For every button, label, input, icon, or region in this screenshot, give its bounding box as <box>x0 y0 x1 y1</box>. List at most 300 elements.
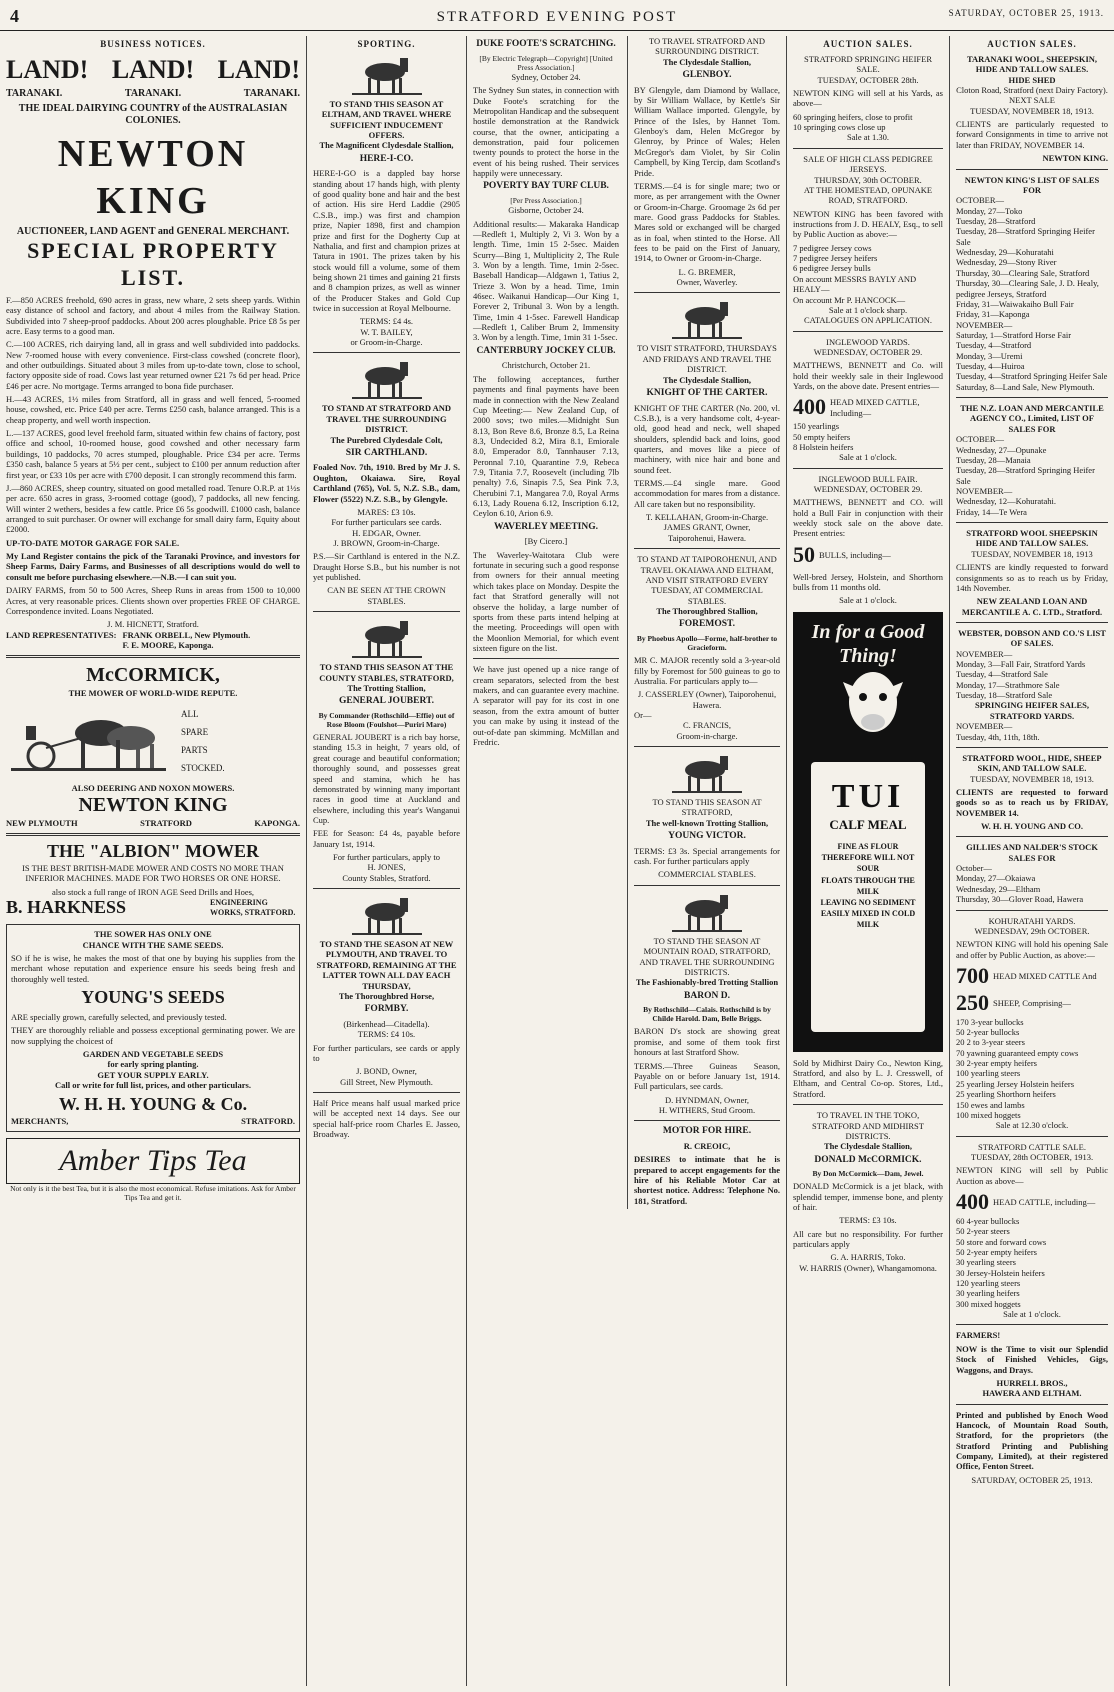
sale-date: TUESDAY, OCTOBER 28th. <box>817 74 919 85</box>
list-item: Wednesday, 29—Stony River <box>956 257 1057 268</box>
sale-time: Sale at 12.30 o'clock. <box>995 1120 1069 1131</box>
horse-icon <box>672 891 742 933</box>
list-item: 20 2 to 3-year steers <box>956 1037 1025 1048</box>
list-item: Tuesday, 18—Stratford Sale <box>956 690 1053 701</box>
list-item: 50 2-year steers <box>956 1226 1010 1237</box>
divider <box>6 655 300 658</box>
sale-heading: TARANAKI WOOL, SHEEPSKIN, HIDE AND TALLOW SALES. <box>966 53 1098 75</box>
list-item: Wednesday, 29—Eltham <box>956 883 1041 894</box>
month: NOVEMBER— <box>956 485 1013 496</box>
creoic-name: R. CREOIC, <box>683 1140 731 1151</box>
youngs-heading: YOUNG'S SEEDS <box>81 986 225 1007</box>
stallion-text: MR C. MAJOR recently sold a 3-year-old filly by Foremost for 500 guineas to go to Australia. For particulars apply to— <box>634 655 780 686</box>
stallion-name: FORMBY. <box>364 1004 409 1015</box>
land-word: LAND! <box>6 54 89 84</box>
get-line: GET YOUR SUPPLY EARLY. <box>97 1069 209 1080</box>
call-line: Call or write for full list, prices, and other particulars. <box>55 1080 251 1091</box>
divider <box>793 148 943 149</box>
horse-icon <box>352 894 422 936</box>
sale-time: Sale at 1 o'clock. <box>839 452 897 463</box>
divider <box>956 397 1108 398</box>
list-item: Tuesday, 4th, 11th, 18th. <box>956 731 1040 742</box>
sale-place: AT THE HOMESTEAD, OPUNAKE ROAD, STRATFORD. <box>803 184 933 206</box>
sale-item: On account MESSRS BAYLY AND HEALY— <box>793 273 917 295</box>
dairy-farms-notice: DAIRY FARMS, from 50 to 500 Acres, Sheep Runs in areas from 1500 to 10,000 Acres, at very reasonable prices. Clients shown over properties FREE OF CHARGE. Correspondence invited. Loans Negotiated. <box>6 585 300 616</box>
owner: D. HYNDMAN, Owner, <box>665 1094 749 1105</box>
stallion-text: BARON D's stock are showing great promise, and some of them took first honours at last Stratford Show. <box>634 1026 780 1058</box>
owner: J. CASSERLEY (Owner), Taiporohenui, Hawera. <box>637 689 777 710</box>
amber-tips-tea-ad: Amber Tips Tea <box>6 1138 300 1185</box>
owner: H. EDGAR, Owner. <box>352 527 421 538</box>
taranaki-banner <box>6 88 300 100</box>
divider <box>956 622 1108 623</box>
divider <box>956 747 1108 748</box>
owner: H. JONES, <box>367 862 406 873</box>
list-item: 30 Jersey-Holstein heifers <box>956 1267 1045 1278</box>
rep-name: FRANK ORBELL, New Plymouth. <box>122 629 251 640</box>
owner: Owner, Waverley. <box>676 277 738 288</box>
head-desc: HEAD MIXED CATTLE, Including— <box>830 397 920 418</box>
farmers-text: NOW is the Time to visit our Splendid Stock of Finished Vehicles, Gigs, Waggons, and Drays. <box>956 1343 1108 1375</box>
hurrell-place: HAWERA AND ELTHAM. <box>982 1388 1082 1399</box>
list-item: Tuesday, 4—Stratford Springing Heifer Sale <box>956 371 1108 382</box>
stallion-notice: TO STAND THE SEASON AT NEW PLYMOUTH, AND TRAVEL TO STRATFORD, REMAINING AT THE LATTER TOWN ALL DAY EACH THURSDAY, <box>316 939 457 991</box>
iron-age-line: also stock a full range of IRON AGE Seed Drills and Hoes, <box>51 886 255 897</box>
sale-heading: INGLEWOOD YARDS. <box>826 336 910 347</box>
list-item: Tuesday, 28—Manaia <box>956 454 1031 465</box>
column-auction-sales <box>787 36 950 1686</box>
signer: NEWTON KING. <box>1042 153 1108 164</box>
stallion-type: The Thoroughbred Horse, <box>338 990 435 1001</box>
mccormick-heading: McCORMICK, <box>86 664 220 687</box>
sale-heading: STRATFORD SPRINGING HEIFER SALE. <box>804 53 932 75</box>
section-header: AUCTION SALES. <box>987 39 1077 49</box>
list-item: 50 2-year empty heifers <box>956 1246 1037 1257</box>
hurrell-name: HURRELL BROS., <box>996 1377 1068 1388</box>
credit: [Per Press Association.] <box>510 196 582 206</box>
sale-text: CLIENTS are kindly requested to forward consignments so as to reach us by Friday, 14th November. <box>956 562 1108 593</box>
list-item: 50 2-year bullocks <box>956 1027 1020 1038</box>
sale-item: 7 pedigree Jersey heifers <box>793 253 878 264</box>
head-count: 250 <box>956 989 989 1015</box>
or: Or— <box>634 709 652 720</box>
list-item: Thursday, 30—Clearing Sale, Stratford <box>956 267 1090 278</box>
list-item: Monday, 27—Toko <box>956 205 1023 216</box>
stallion-name: GENERAL JOUBERT. <box>338 696 435 707</box>
column-auction-sales-2 <box>950 36 1114 1686</box>
horse-icon <box>352 358 422 400</box>
list-item: Monday, 27—Okaiawa <box>956 873 1036 884</box>
owner: Gill Street, New Plymouth. <box>340 1076 433 1087</box>
list-item: Friday, 31—Kaponga <box>956 309 1030 320</box>
month: NOVEMBER— <box>956 648 1013 659</box>
sale-heading: STRATFORD WOOL SHEEPSKIN HIDE AND TALLOW SALES. <box>966 528 1098 549</box>
divider <box>6 833 300 836</box>
month: NOVEMBER— <box>956 721 1013 732</box>
list-item: Wednesday, 27—Opunake <box>956 444 1047 455</box>
list-item: 30 yearling steers <box>956 1257 1016 1268</box>
stallion-text: Foaled Nov. 7th, 1910. Bred by Mr J. S. Oughton, Okaiawa. Sire, Royal Carthland (765), Vol. 5, N.Z. S.B., dam, Flower (5522) N.Z. S.B., by Glengyle. <box>313 462 460 504</box>
sale-text: NEWTON KING will sell by Public Auction as above— <box>956 1165 1108 1186</box>
owner: L. G. BREMER, <box>678 266 736 277</box>
stallion-type: The Thoroughbred Stallion, <box>656 605 758 616</box>
stallion-text: BY Glengyle, dam Diamond by Wallace, by Sir William Wallace, by Kettle's Sir William Wallace imported. Glengyle, by Prince of the Isles, by Hannet Tom. Glenboy's dam, Helen McGregor by Glenroy, by Prince of Wales; Helen McGregor's dam Violet, by Sir Colin Campbell, by King Tercip, dam Scotland's Pride. <box>634 84 780 178</box>
list-item: 50 store and forward cows <box>956 1236 1047 1247</box>
sale-heading: SALE OF HIGH CLASS PEDIGREE JERSEYS. <box>803 153 933 175</box>
sale-place: Cloton Road, Stratford (next Dairy Factory). <box>956 85 1108 96</box>
fee: FEE for Season: £4 4s, payable before January 1st, 1914. <box>313 828 460 849</box>
divider <box>634 292 780 293</box>
care: All care but no responsibility. For further particulars apply <box>793 1228 943 1250</box>
list-item: 300 mixed hoggets <box>956 1298 1021 1309</box>
signer: J. M. HICNETT, Stratford. <box>107 619 199 630</box>
more: For further particulars see cards. <box>331 517 442 528</box>
sale-time: Sale at 1 o'clock. <box>1003 1309 1061 1320</box>
list-heading: SPRINGING HEIFER SALES, STRATFORD YARDS. <box>974 700 1090 721</box>
mower-ad <box>6 698 300 783</box>
calf-icon <box>833 657 913 757</box>
ps-note: P.S.—Sir Carthland is entered in the N.Z. Draught Horse S.B., but his number is not yet published. <box>313 551 460 583</box>
sale-item: 8 Holstein heifers <box>793 441 854 452</box>
terms: MARES: £3 10s. <box>357 506 416 517</box>
mower-item: PARTS <box>181 744 208 755</box>
news-heading: WAVERLEY MEETING. <box>494 521 598 532</box>
list-item: Tuesday, 4—Huiroa <box>956 361 1025 372</box>
land-word: LAND! <box>217 54 300 84</box>
imprint-date: SATURDAY, OCTOBER 25, 1913. <box>971 1474 1093 1485</box>
divider <box>956 522 1108 523</box>
news-heading: DUKE FOOTE'S SCRATCHING. <box>476 39 616 49</box>
sale-text: MATTHEWS, BENNETT and CO. will hold a Bull Fair in conjunction with their weekly stock sale on the above date. Present entries: <box>793 497 943 539</box>
list-item: Tuesday, 28—Stratford Springing Heifer Sale <box>956 465 1095 486</box>
stallion-text: HERE-I-GO is a dappled bay horse standing about 17 hands high, with plenty of good quality bone and hair and the best of action. His sire Herd Laddie (2905 C.S.B., imp.) was first and champion prize, Napier 1898, first and champion prize and first for the Dogherty Cup at Nathalia, and first and champion prizes at Tatura in 1901. The prizes taken by his stock would fill a volume, some of them being shown 21 times and gaining 21 firsts and 8 champion prizes, as well as winner of the Producer Stakes and Gold Cup twice in succession at Royal Melbourne. <box>313 168 460 314</box>
sale-time: Sale at 1.30. <box>846 132 890 143</box>
list-item: Saturday, 1—Stratford Horse Fair <box>956 329 1072 340</box>
list-item: Saturday, 8—Land Sale, New Plymouth. <box>956 381 1095 392</box>
groom: H. WITHERS, Stud Groom. <box>658 1104 756 1115</box>
owner: JAMES GRANT, Owner, <box>663 522 751 533</box>
calf-meal-label: CALF MEAL <box>829 817 907 833</box>
place: STRATFORD <box>140 817 192 828</box>
list-item: Monday, 3—Uremi <box>956 350 1023 361</box>
divider <box>956 910 1108 911</box>
news-heading: CANTERBURY JOCKEY CLUB. <box>476 345 616 356</box>
newspaper-title: STRATFORD EVENING POST <box>436 9 678 25</box>
breeding: By Phoebus Apollo—Forme, half-brother to Gracieform. <box>636 633 778 653</box>
list-item: Tuesday, 4—Stratford <box>956 340 1032 351</box>
stallion-notice: TO VISIT STRATFORD, THURSDAYS AND FRIDAYS AND TRAVEL THE DISTRICT. <box>637 343 777 375</box>
sale-time: Sale at 1 o'clock sharp. <box>828 304 908 315</box>
head-desc: HEAD CATTLE, including— <box>993 1197 1096 1208</box>
stallion-type: The Magnificent Clydesdale Stallion, <box>319 140 454 151</box>
sale-heading: STRATFORD CATTLE SALE. <box>978 1141 1086 1152</box>
divider <box>634 746 780 747</box>
divider <box>793 1104 943 1105</box>
sale-item: 7 pedigree Jersey cows <box>793 242 872 253</box>
groom: T. KELLAHAN, Groom-in-Charge. <box>645 512 769 523</box>
stallion-notice: TO STAND THIS SEASON AT ELTHAM, AND TRAVEL WHERE SUFFICIENT INDUCEMENT OFFERS. <box>321 98 452 141</box>
dateline: Sydney, October 24. <box>511 71 581 82</box>
stallion-type: The Purebred Clydesdale Colt, <box>330 434 443 445</box>
owner: W. T. BAILEY, <box>360 326 413 337</box>
column-sporting-news <box>467 36 787 1686</box>
dateline: Christchurch, October 21. <box>501 360 591 371</box>
head-desc: HEAD MIXED CATTLE And <box>993 971 1097 982</box>
stallion-notice: TO STAND AT TAIPOROHENUI, AND TRAVEL OKAIAWA AND ELTHAM, AND VISIT STRATFORD EVERY TUESDAY, AT COMMERCIAL STABLES. <box>637 554 777 606</box>
list-item: 120 yearling steers <box>956 1278 1021 1289</box>
stallion-notice: TO STAND THE SEASON AT MOUNTAIN ROAD, STRATFORD, AND TRAVEL THE SURROUNDING DISTRICTS. <box>639 935 775 977</box>
sale-text: MATTHEWS, BENNETT and Co. will hold their weekly sale in their Inglewood Yards, on the above date. Present entries— <box>793 360 943 392</box>
owner: Taiporohenui, Hawera. <box>668 532 746 543</box>
month: October— <box>956 863 992 874</box>
more: For further particulars, see cards or apply to <box>313 1042 460 1063</box>
land-representatives <box>6 630 300 651</box>
horse-icon <box>672 298 742 340</box>
groom: J. BROWN, Groom-in-Charge. <box>333 537 440 548</box>
list-item: 30 2-year empty heifers <box>956 1058 1037 1069</box>
list-item: Monday, 17—Strathmore Sale <box>956 679 1060 690</box>
bag-line: EASILY MIXED IN COLD MILK <box>820 909 916 930</box>
half-price-notice: Half Price means half usual marked price will be accepted next 14 days. See our special half-price room Charles E. Jasseo, Broadway. <box>313 1098 460 1140</box>
divider <box>473 658 619 659</box>
divider <box>956 1324 1108 1325</box>
groom: C. FRANCIS, <box>683 720 731 731</box>
list-item: 60 4-year bullocks <box>956 1215 1020 1226</box>
list-item: 25 yearling Shorthorn heifers <box>956 1089 1056 1100</box>
youngs-text: ARE specially grown, carefully selected, and previously tested. <box>11 1011 227 1022</box>
property-listing: C.—100 ACRES, rich dairying land, all in grass and well subdivided into paddocks. New 7-roomed house with every convenience. First-class cowshed (concrete floor), and other outbuildings. Situated about 3 miles from up-to-date town, close to school, factory opposite side of road. Cows last year returned owner £21 7s 6d per head. Price £46 per acre. No mortgage. Terms arranged to bona fide purchaser. <box>6 339 300 391</box>
news-heading: POVERTY BAY TURF CLUB. <box>483 181 609 192</box>
head-count: 700 <box>956 963 989 988</box>
stratford: STRATFORD. <box>241 1116 295 1127</box>
list-item: 170 3-year bullocks <box>956 1016 1024 1027</box>
stallion-text: DONALD McCormick is a jet black, with splendid temper, immense bone, and plenty of hair. <box>793 1181 943 1213</box>
place: KAPONGA. <box>254 817 300 828</box>
month: OCTOBER— <box>956 195 1005 206</box>
divider <box>956 1404 1108 1405</box>
list-heading: THE N.Z. LOAN AND MERCANTILE AGENCY CO., Limited, LIST OF SALES FOR <box>960 403 1104 434</box>
list-heading: WEBSTER, DOBSON AND CO.'S LIST OF SALES. <box>958 627 1106 649</box>
auctioneer-line: AUCTIONEER, LAND AGENT and GENERAL MERCHANT. <box>16 225 290 237</box>
tui-brand: TUI <box>831 777 905 815</box>
harkness-sub: ENGINEERING WORKS, STRATFORD. <box>210 898 296 918</box>
taranaki-word: TARANAKI. <box>243 87 300 99</box>
youngs-seeds-ad <box>6 924 300 1132</box>
signer: W. H. H. YOUNG AND CO. <box>980 821 1084 832</box>
divider <box>956 169 1108 170</box>
newton-king-heading: NEWTON KING <box>57 133 249 222</box>
stallion-text: KNIGHT OF THE CARTER (No. 200, vl. C.S.B.), is a very handsome colt, 4-year-old, good head and neck, well shaped shoulders, splendid back and loins, good quarters, and moves like a piece of machinery, with nice hair and bone and sound feet. <box>634 402 780 475</box>
month: OCTOBER— <box>956 434 1005 445</box>
sale-time: Sale at 1 o'clock. <box>839 595 897 606</box>
news-text: Additional results:— Makaraka Handicap—Redleft 1, Multiply 2, Vi 3. Won by a length. Time, 1min 15 2-5sec. Maiden Scurry—Bing 1, Multiplicity 2, The Rule 3. Won by a length. Time, 1min 2-5sec. Baseball Handicap—Aldgawn 1, Tatius 2, Trieze 3. Won by a head. Time, 1min 46sec. Waikanui Handicap—Our King 1, Forever 2, Tribunal 3. Won by a length. Time, 1min 4 1-5sec. Farewell Handicap—Redleft 1, Caliber Brum 2, Immensity 3. Won by a length. Time, 1min 31 1-5sec. <box>473 218 619 343</box>
stallion-notice: TO STAND THIS SEASON AT THE COUNTY STABLES, STRATFORD, <box>319 662 454 683</box>
place: NEW PLYMOUTH <box>6 817 78 828</box>
issue-date: SATURDAY, OCTOBER 25, 1913. <box>948 8 1104 18</box>
mower-horses-illustration <box>6 698 171 783</box>
divider <box>793 331 943 332</box>
section-header: BUSINESS NOTICES. <box>100 39 206 49</box>
taranaki-word: TARANAKI. <box>6 87 63 99</box>
list-item: 100 yearling steers <box>956 1068 1021 1079</box>
stallion-type: The Clydesdale Stallion, <box>662 374 752 385</box>
list-item: 25 yearling Jersey Holstein heifers <box>956 1078 1075 1089</box>
sale-subheading: HIDE SHED <box>1008 74 1056 85</box>
separator-note: We have just opened up a nice range of cream separators, selected from the best makers, and can guarantee every machine. A separator will pay for its cost in one season, from the extra amount of butter you can make by using it instead of the out-of-date pan skimming. McMillan and Fredric. <box>473 664 619 747</box>
motor-heading: MOTOR FOR HIRE. <box>662 1126 752 1137</box>
breeding: By Commander (Rothschild—Effie) out of Rose Bloom (Foulshot—Puriri Maro) <box>318 710 455 729</box>
divider <box>793 468 943 469</box>
divider <box>956 1136 1108 1137</box>
sale-item: 150 yearlings <box>793 421 840 432</box>
stallion-name: FOREMOST. <box>678 619 736 630</box>
taranaki-word: TARANAKI. <box>124 87 182 99</box>
divider <box>634 885 780 886</box>
stallion-notice: TO TRAVEL STRATFORD AND SURROUNDING DISTRICT. <box>648 36 766 57</box>
sale-text: CLIENTS are particularly requested to forward Consignments in time to arrive not later than FRIDAY, NOVEMBER 14. <box>956 119 1108 150</box>
land-banner <box>6 54 300 86</box>
sale-heading: INGLEWOOD BULL FAIR. <box>818 473 918 484</box>
stallion-name: SIR CARTHLAND. <box>345 447 428 458</box>
sale-date: TUESDAY, NOVEMBER 18, 1913 <box>971 548 1093 559</box>
credit: [By Cicero.] <box>524 536 568 547</box>
owner: G. A. HARRIS, Toko. <box>830 1252 906 1263</box>
farmers-heading: FARMERS! <box>956 1330 1001 1341</box>
sale-item: On account Mr P. HANCOCK— <box>793 294 906 305</box>
horse-icon <box>672 752 742 794</box>
merchants: MERCHANTS, <box>11 1116 69 1127</box>
creoic-text: DESIRES to intimate that he is prepared to accept engagements for the hire of his Reliable Motor Car at shortest notice. Address: Telephone No. 181, Stratford. <box>634 1154 780 1206</box>
nk-places <box>6 818 300 828</box>
owner: County Stables, Stratford. <box>342 872 431 883</box>
stallion-name: GLENBOY. <box>682 70 732 81</box>
stallion-name: DONALD McCORMICK. <box>814 1154 922 1165</box>
sale-item: 60 springing heifers, close to profit <box>793 111 913 122</box>
breeding: By Don McCormick—Dam, Jewel. <box>812 1169 924 1179</box>
property-listing: J.—860 ACRES, sheep country, situated on good metalled road. Tenure O.R.P. at 1½s per acre. 650 acres in grass, 3-roomed cottage (good), 7 paddocks, all new fencing. Will winter 2 wethers, besides a few cattle. Price £6 5s goodwill. £1000 cash, balance arranged to suit purchaser. Or owner will exchange for small dairy farm, Equity about £2000. <box>6 482 300 535</box>
list-heading: GILLIES AND NALDER'S STOCK SALES FOR <box>966 842 1098 863</box>
catalogues: CATALOGUES ON APPLICATION. <box>803 315 932 326</box>
list-item: Thursday, 30—Glover Road, Hawera <box>956 894 1084 905</box>
stallion-name: HERE-I-CO. <box>359 153 414 164</box>
amber-sub: Not only is it the best Tea, but it is also the most economical. Refuse imitations. Ask for Amber Tips Tea and get it. <box>10 1184 296 1203</box>
terms: TERMS: £4 10s. <box>357 1029 416 1040</box>
list-item: Wednesday, 29—Kohuratahi <box>956 247 1054 258</box>
reps-label: LAND REPRESENTATIVES: <box>6 629 117 640</box>
sale-heading: KOHURATAHI YARDS. <box>988 915 1076 926</box>
list-item: 150 ewes and lambs <box>956 1099 1025 1110</box>
mower-items <box>171 705 225 777</box>
divider <box>313 611 460 612</box>
stallion-text: GENERAL JOUBERT is a rich bay horse, standing 15.3 in height, 7 years old, of great courage and beautiful conformation; thoroughly sound, and possesses great speed and stamina, which he has demonstrated by winning many important races in good time at Auckland and elsewhere, including this year's Wanganui Cup. <box>313 732 460 825</box>
list-item: Thursday, 30—Clearing Sale, J. D. Healy, pedigree Jerseys, Stratford <box>956 278 1099 299</box>
sale-text: NEWTON KING will sell at his Yards, as above— <box>793 88 943 109</box>
garden-line: GARDEN AND VEGETABLE SEEDS <box>82 1048 224 1059</box>
sale-date: THURSDAY, 30th OCTOBER. <box>814 174 922 185</box>
sale-date: WEDNESDAY, OCTOBER 29. <box>813 346 923 357</box>
dateline: Gisborne, October 24. <box>508 205 584 216</box>
divider <box>313 1092 460 1093</box>
column-business-notices <box>0 36 307 1686</box>
albion-desc: IS THE BEST BRITISH-MADE MOWER AND COSTS NO MORE THAN INFERIOR MACHINES. MADE FOR TWO HORSES OR ONE HORSE. <box>22 863 284 884</box>
terms: TERMS.—Three Guineas Season, Payable on or before January 1st, 1914. Full particulars, see cards. <box>634 1060 780 1092</box>
stables: COMMERCIAL STABLES. <box>658 869 756 880</box>
list-item: Tuesday, 28—Stratford <box>956 216 1036 226</box>
sale-text: CLIENTS are requested to forward goods so as to reach us by FRIDAY, NOVEMBER 14. <box>956 786 1108 818</box>
owner: or Groom-in-Charge. <box>350 337 423 348</box>
sale-date: WEDNESDAY, 29th OCTOBER. <box>974 925 1090 936</box>
seen-note: CAN BE SEEN AT THE CROWN STABLES. <box>327 585 446 606</box>
land-register-notice: My Land Register contains the pick of the Taranaki Province, and investors for Sheep Farms, Dairy Farms, and Businesses of all descriptions would do well to consult me before purchasing elsewhere.—N.B.—I can suit you. <box>6 551 300 582</box>
bag-text <box>811 841 925 931</box>
masthead <box>0 0 1114 31</box>
stallion-type: The Fashionably-bred Trotting Stallion <box>635 977 779 988</box>
list-item: 30 yearling heifers <box>956 1288 1020 1299</box>
harkness-name: B. HARKNESS <box>6 897 127 918</box>
stallion-type: The Clydesdale Stallion, <box>823 1141 913 1152</box>
mower-item: STOCKED. <box>181 762 225 773</box>
head-count: 400 <box>956 1189 989 1215</box>
stallion-type: The Clydesdale Stallion, <box>662 56 752 67</box>
spring-line: for early spring planting. <box>107 1059 199 1070</box>
stallion-type: The Trotting Stallion, <box>347 682 426 693</box>
head-count: 50 <box>793 541 815 567</box>
newton-king-heading-2: NEWTON KING <box>78 794 228 817</box>
horse-icon <box>352 617 422 659</box>
stallion-notice: TO STAND THIS SEASON AT STRATFORD, <box>652 797 762 818</box>
owner: J. BOND, Owner, <box>356 1066 417 1077</box>
sale-heading: STRATFORD WOOL, HIDE, SHEEP SKIN, AND TALLOW SALE. <box>962 752 1102 774</box>
list-item: Tuesday, 28—Stratford Springing Heifer Sale <box>956 226 1095 247</box>
list-heading: NEWTON KING'S LIST OF SALES FOR <box>964 174 1100 195</box>
news-text: The Sydney Sun states, in connection with Duke Foote's scratching for the Metropolitan Handicap and the subsequent hostile demonstration at the Randwick course, that the owner, anticipating a demonstration, paid four policemen twenty pounds to protect the horse in the event of his being rushed. Their services happily were unnecessary. <box>473 85 619 179</box>
garage-notice: UP-TO-DATE MOTOR GARAGE FOR SALE. <box>6 537 180 548</box>
bag-line: THEREFORE WILL NOT SOUR <box>821 853 915 874</box>
sale-item: Well-bred Jersey, Holstein, and Shorthorn bulls from 11 months old. <box>793 571 943 592</box>
groom: Groom-in-charge. <box>676 730 738 741</box>
month: NOVEMBER— <box>956 319 1013 330</box>
property-listing: L.—137 ACRES, good level freehold farm, situated within few chains of factory, post office and school, 10-roomed house, good cowshed and other necessary farm buildings, 10 paddocks, 70 acres stumped, ploughable. Price £34 per acre. Terms £350 cash, balance 5 years at 5½ per cent., subject to £100 per annum reduction after first year, or £33 10s per acre with £700 deposit. I can strongly recommend this farm. <box>6 428 300 480</box>
more: For further particulars, apply to <box>333 852 440 863</box>
breeding: (Birkenhead—Citadella). <box>343 1018 430 1029</box>
stallion-name: YOUNG VICTOR. <box>668 831 746 842</box>
divider <box>956 836 1108 837</box>
merchants-line <box>11 1116 295 1126</box>
rep-name: F. E. MOORE, Kaponga. <box>122 639 214 650</box>
bag-line: FLOATS THROUGH THE MILK <box>821 875 915 896</box>
section-header: SPORTING. <box>357 39 416 49</box>
news-text: The following acceptances, further payments and final payments have been made in connection with the New Zealand Cup Meeting:— New Zealand Cup, of 2000 sovs; two miles.—Midnight Sun 8.13, Bon Reve 8.6, Bronze 8.5, La Reina 8.3, Undecided 8.2, Mira 8.1, Emiorale 8.0, Emperador 8.0, Tannhauser 7.13, Peronnal 7.10, Quarantine 7.9, Rebeca 7.9, Titania 7.7, Roosevelt (including 7lb penalty) 7.6, Sinapis 7.5, Sea Pink 7.3, Cherubini 7.1, Mangarea 7.0, Royal Arms 6.13, Lady Rouena 6.12, Inscription 6.12, Ceylon 6.10, Arion 6.9. <box>473 373 619 519</box>
imprint: Printed and published by Enoch Wood Hancock, of Mountain Road South, Stratford, for the proprietors (the Stratford Printing and Publishing Company, Limited), at their registered Office, Fenton Street. <box>956 1409 1108 1472</box>
stallion-name: BARON D. <box>684 990 730 1001</box>
sale-text: NEWTON KING will hold his opening Sale and offer by Public Auction, as above:— <box>956 939 1108 960</box>
special-property-heading: SPECIAL PROPERTY LIST. <box>27 238 279 290</box>
news-text: The Waverley-Waitotara Club were fortunate in securing such a good response from owners for their annual meeting which takes place on Monday. Despite the fact that Stratford generally will not observe the holiday, a large number of sports from these parts intend helping at the meeting. Proceedings will open with the Moonlion Memorial, for which event sixteen figure on the list. <box>473 549 619 653</box>
signer: NEW ZEALAND LOAN AND MERCANTILE A. C. LTD., Stratford. <box>961 596 1103 617</box>
land-word: LAND! <box>111 54 195 84</box>
breeding: By Rothschild—Calais. Rothschild is by Childe Harold. Dam, Belle Briggs. <box>643 1005 771 1024</box>
whh-heading: W. H. H. YOUNG & Co. <box>58 1094 248 1115</box>
stallion-notice: TO TRAVEL IN THE TOKO, STRATFORD AND MIDHIRST DISTRICTS. <box>812 1110 924 1141</box>
stallion-subcolumn <box>627 36 780 1209</box>
next-sale: NEXT SALE <box>1009 95 1055 106</box>
mower-item: SPARE <box>181 726 209 737</box>
calf-meal-bag <box>811 762 925 1032</box>
property-listing: F.—850 ACRES freehold, 690 acres in grass, new whare, 2 sets sheep yards. Within easy distance of school and factory, and about 4 miles from the Railway Station. Subdivided into 7 sheep-proof paddocks. About 200 acres ploughable. Price £8 5s per acre. Easy terms to a good man. <box>6 294 300 336</box>
head-desc: BULLS, including— <box>819 550 891 561</box>
head-desc: SHEEP, Comprising— <box>993 998 1071 1009</box>
head-count: 400 <box>793 394 826 420</box>
